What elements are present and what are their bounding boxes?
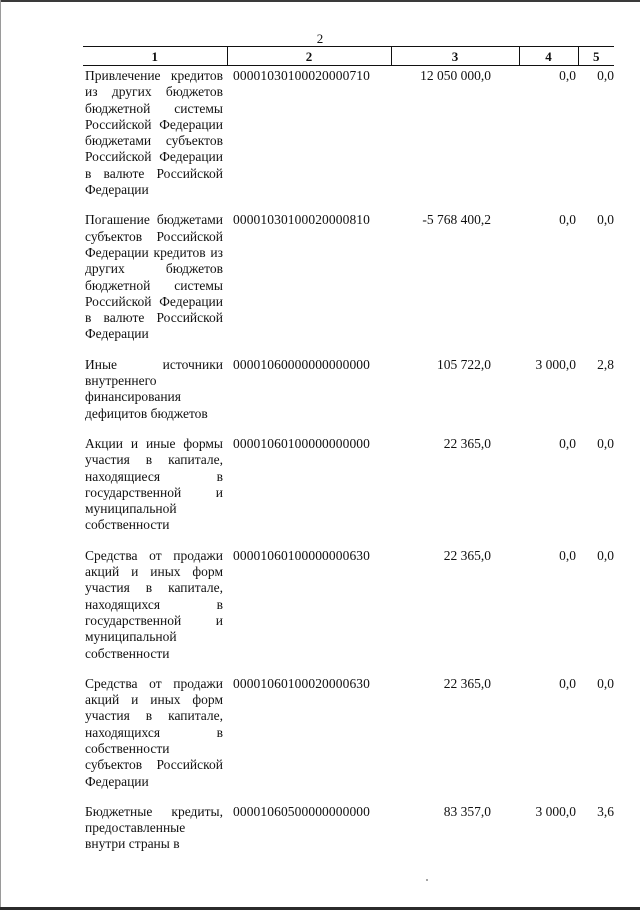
row-value-4: 3 000,0	[535, 356, 576, 372]
row-value-4: 0,0	[559, 675, 576, 691]
column-header-2: 2	[227, 47, 391, 66]
row-value-3: 12 050 000,0	[420, 68, 491, 83]
row-name: Средства от продажи акций и иных форм участия в капитале, находящихся в государственной и муниципальной собственности	[85, 547, 223, 661]
row-value-3: 22 365,0	[443, 435, 491, 451]
row-name: Бюджетные кредиты, предоставленные внутри страны в	[85, 803, 223, 852]
row-name: Средства от продажи акций и иных форм участия в капитале, находящихся в собственности субъектов Российской Федерации	[85, 675, 223, 789]
scan-speck	[426, 879, 428, 881]
table-row	[83, 662, 614, 790]
row-code: 00001060100020000630	[233, 675, 370, 691]
row-value-4: 0,0	[559, 212, 576, 228]
row-code: 00001060100000000000	[233, 435, 370, 451]
table-row	[83, 534, 614, 662]
row-value-3: 22 365,0	[443, 547, 491, 563]
row-value-4: 0,0	[559, 547, 576, 563]
row-value-3: 105 722,0	[437, 356, 491, 372]
row-value-3: -5 768 400,2	[422, 212, 491, 228]
row-value-5: 0,0	[597, 675, 614, 691]
budget-table	[83, 46, 614, 853]
row-value-5: 0,0	[597, 68, 614, 83]
column-header-3: 3	[391, 47, 519, 66]
row-value-5: 0,0	[597, 547, 614, 563]
row-name: Погашение бюджетами субъектов Российской Федерации кредитов из других бюджетов бюджетной системы Российской Федерации в валюте Российской Федерации	[85, 212, 223, 342]
row-name: Акции и иные формы участия в капитале, находящиеся в государственной и муниципальной собственности	[85, 435, 223, 533]
row-value-4: 0,0	[559, 435, 576, 451]
row-value-5: 0,0	[597, 212, 614, 228]
scan-edge-left	[0, 0, 1, 910]
row-value-5: 0,0	[597, 435, 614, 451]
page-number: 2	[316, 31, 324, 46]
row-value-4: 0,0	[559, 68, 576, 83]
row-name: Иные источники внутреннего финансирования дефицитов бюджетов	[85, 356, 223, 421]
scan-edge-top	[0, 0, 640, 2]
table-row	[83, 422, 614, 534]
table-row	[83, 343, 614, 422]
column-header-1: 1	[83, 47, 227, 66]
row-code: 00001060500000000000	[233, 803, 370, 819]
row-value-3: 83 357,0	[443, 803, 491, 819]
budget-table-grid	[83, 46, 614, 853]
table-row	[83, 66, 614, 199]
header-row	[83, 47, 614, 66]
row-code: 00001030100020000810	[233, 212, 370, 228]
table-row	[83, 198, 614, 342]
column-header-4: 4	[519, 47, 578, 66]
row-value-4: 3 000,0	[535, 803, 576, 819]
column-header-5: 5	[578, 47, 614, 66]
table-row	[83, 790, 614, 853]
row-value-5: 3,6	[597, 803, 614, 819]
row-value-5: 2,8	[597, 356, 614, 372]
row-code: 00001060100000000630	[233, 547, 370, 563]
row-code: 00001060000000000000	[233, 356, 370, 372]
row-value-3: 22 365,0	[443, 675, 491, 691]
row-code: 00001030100020000710	[233, 68, 370, 83]
row-name: Привлечение кредитов из других бюджетов бюджетной системы Российской Федерации бюджетами субъектов Российской Федерации в валюте Российской Федерации	[85, 68, 223, 198]
